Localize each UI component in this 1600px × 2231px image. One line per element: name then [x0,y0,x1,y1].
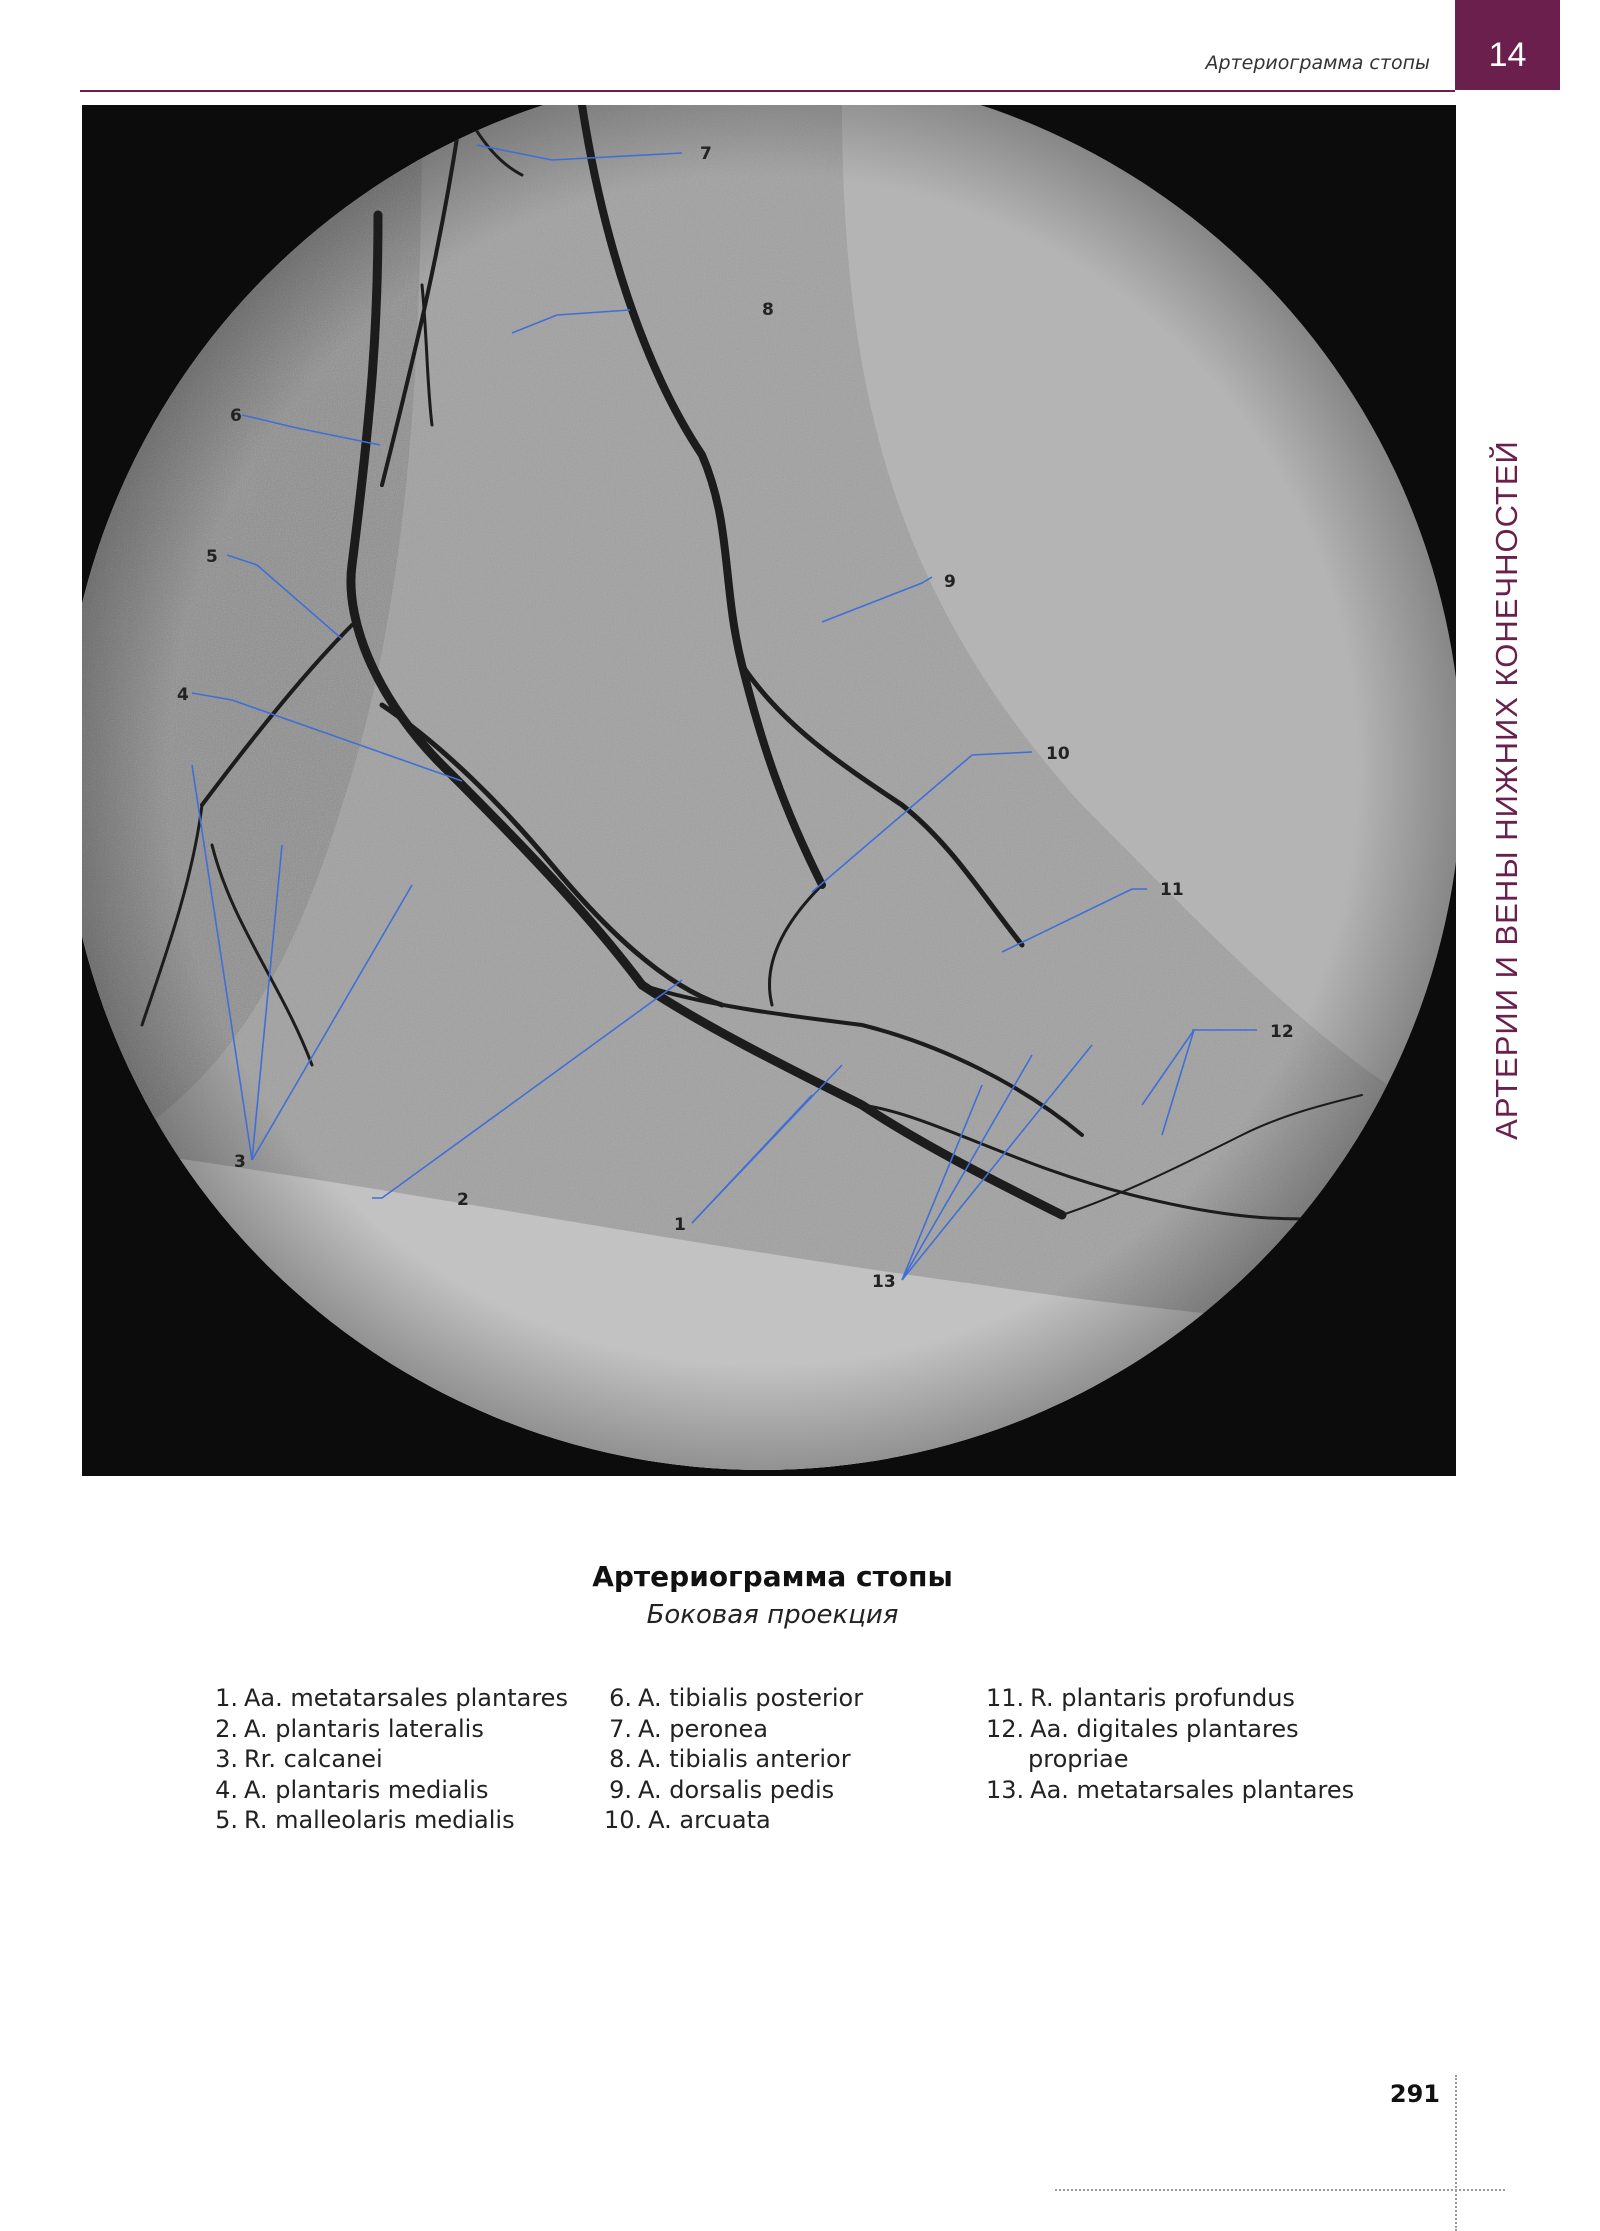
legend-text: A. tibialis anterior [638,1745,851,1773]
arteriogram-image [82,105,1456,1476]
legend-item [986,1714,1354,1745]
legend-item [604,1744,863,1775]
legend-item [604,1714,863,1745]
page-number: 291 [1389,2080,1440,2108]
legend-item [986,1775,1354,1806]
legend-num: 3. [215,1745,238,1773]
legend-num: 13. [986,1775,1025,1804]
legend-text: Aa. digitales plantares [1030,1714,1299,1743]
legend-num: 2. [215,1714,238,1743]
label-2: 2 [457,1190,469,1210]
legend-num: 9. [609,1775,632,1804]
legend-text: Rr. calcanei [244,1745,383,1773]
label-9: 9 [944,572,956,592]
label-4: 4 [177,685,189,705]
figure-caption-subtitle: Боковая проекция [646,1600,899,1630]
legend-text: Aa. metatarsales plantares [1030,1775,1355,1804]
legend-num: 1. [215,1684,238,1712]
legend-item [210,1775,568,1806]
label-12: 12 [1270,1022,1294,1042]
label-3: 3 [234,1152,246,1172]
footer-dotted-rule [1055,2189,1505,2191]
legend-item [210,1744,568,1775]
legend-item [604,1775,863,1806]
legend-text: A. plantaris lateralis [244,1714,484,1743]
legend-num: 4. [215,1775,238,1804]
label-5: 5 [206,547,218,567]
legend-text: A. plantaris medialis [244,1775,489,1804]
chapter-title-text: АРТЕРИИ И ВЕНЫ НИЖНИХ КОНЕЧНОСТЕЙ [1489,440,1524,1140]
label-6: 6 [230,406,242,426]
arteriogram-figure [82,105,1456,1476]
legend-text: R. plantaris profundus [1030,1684,1295,1712]
legend-item-continuation: propriae [1028,1745,1129,1773]
figure-caption-title: Артериограмма стопы [592,1560,953,1593]
legend-item [210,1714,568,1745]
legend-item [604,1683,863,1714]
running-header: Артериограмма стопы [1205,52,1430,74]
legend-text: Aa. metatarsales plantares [244,1684,568,1712]
legend-column-1 [210,1683,568,1836]
chapter-number: 14 [1455,0,1560,90]
footer-dotted-vertical [1455,2075,1457,2231]
label-1: 1 [674,1215,686,1235]
legend-text: A. arcuata [648,1806,771,1834]
legend-num: 8. [609,1745,632,1773]
label-13: 13 [872,1272,896,1292]
legend-text: A. peronea [638,1714,768,1743]
legend-num: 12. [986,1714,1025,1743]
legend-text: R. malleolaris medialis [244,1806,515,1834]
label-11: 11 [1160,880,1184,900]
legend-column-3 [986,1683,1354,1805]
legend-item [986,1683,1354,1714]
legend-num: 5. [215,1806,238,1834]
legend-num: 11. [986,1684,1025,1712]
legend-item [210,1683,568,1714]
legend-column-2 [604,1683,863,1836]
legend-num: 6. [609,1684,632,1712]
legend-text: A. tibialis posterior [638,1684,864,1712]
label-8: 8 [762,300,774,320]
legend-text: A. dorsalis pedis [638,1775,835,1804]
legend-item [604,1805,863,1836]
header-rule [80,90,1455,92]
label-10: 10 [1046,744,1070,764]
chapter-tab [1455,0,1600,2231]
legend-num: 7. [609,1714,632,1743]
legend-num: 10. [604,1806,643,1834]
legend-item [210,1805,568,1836]
label-7: 7 [700,144,712,164]
